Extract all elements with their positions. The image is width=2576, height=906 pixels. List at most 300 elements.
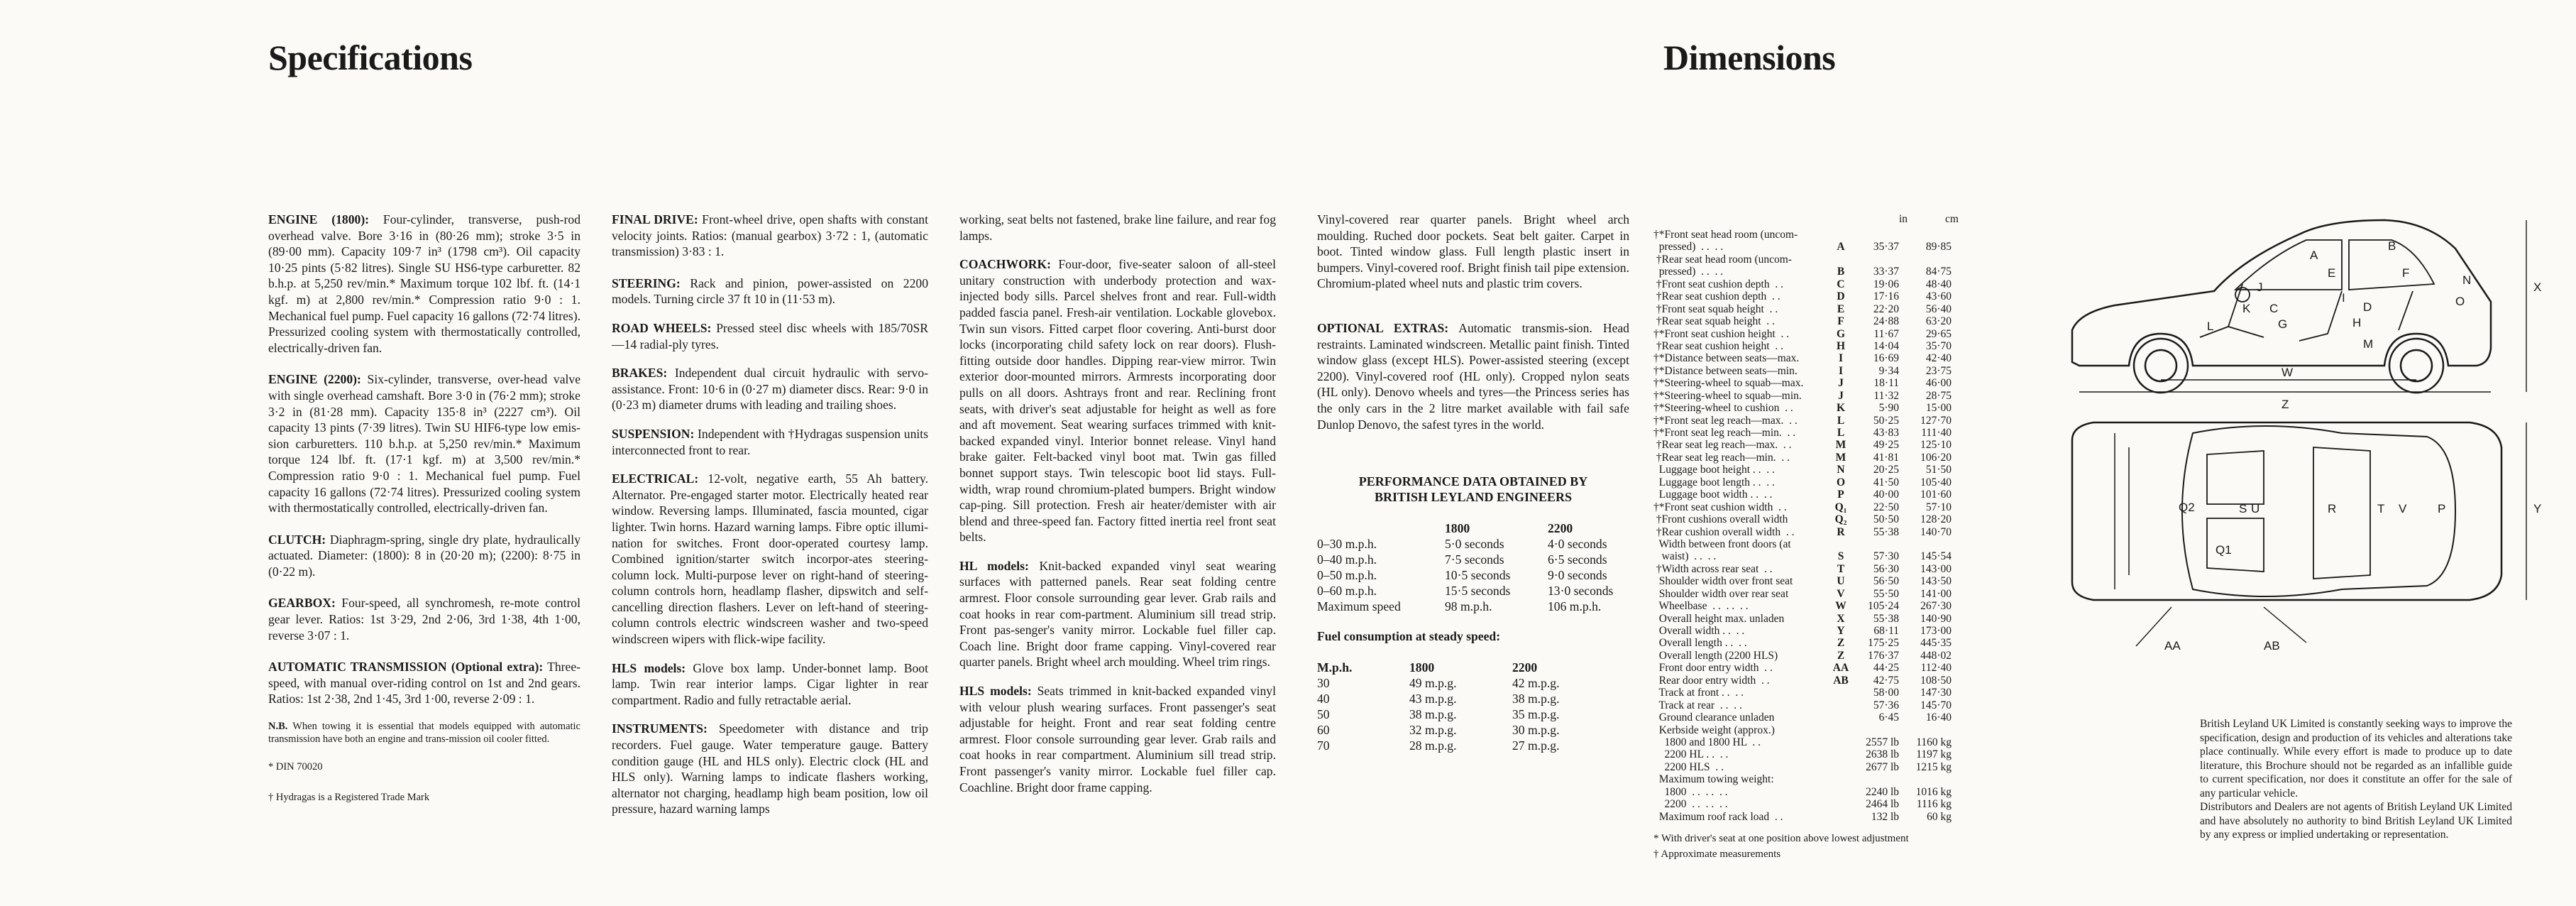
- diagram-label-m: M: [2363, 337, 2374, 351]
- perf-cell-a: 10·5 seconds: [1445, 568, 1511, 583]
- dimension-cm: 143·50: [1920, 575, 1952, 588]
- dimension-label: Track at rear . . . .: [1653, 699, 1742, 711]
- dimension-in: 11·32: [1873, 389, 1899, 402]
- dimension-label: pressed) . . . .: [1653, 266, 1724, 278]
- dimension-cm: 51·50: [1925, 464, 1952, 476]
- dimension-row: [1653, 266, 1952, 278]
- fuel-cell-b: 38 m.p.g.: [1512, 692, 1560, 706]
- dimension-label: †*Steering-wheel to squab—max.: [1653, 377, 1804, 390]
- dimension-ltr: Z: [1837, 637, 1845, 650]
- dimension-in: 58·00: [1873, 687, 1899, 699]
- hl-models-spec: HL models: Knit-backed expanded vinyl seat wearing surfaces with patterned panels. Rear seat folding centre armrest. Floor console surrounding gear lever. Grab rails and coat hooks in rear com-partment. Aluminium sill tread strip. Front pas-senger's vanity mirror. Lockable fuel filler cap. Coach line. Bright door frame capping. Vinyl-covered rear quarter panels. Bright wheel arch moulding. Wheel trim rings.: [959, 558, 1276, 670]
- dimension-ltr: Q₁: [1834, 501, 1847, 513]
- dimensions-title: Dimensions: [1663, 38, 1836, 77]
- dimension-label: 1800 . . . . . .: [1653, 785, 1728, 798]
- dimension-cm: 105·40: [1920, 476, 1952, 489]
- dimension-ltr: [1831, 229, 1851, 241]
- dimension-label: Overall length . . . .: [1653, 637, 1747, 650]
- dimension-label: Luggage boot length . . . .: [1653, 476, 1775, 489]
- hls-continued: Vinyl-covered rear quarter panels. Bright wheel arch moulding. Ruched door pockets. Seat belt gaiter. Carpet in boot. Tinted window glass. Full length plastic insert in bumpers. Vinyl-covered roof. Bright finish tail pipe extension. Chromium-plated wheel nuts and plastic trim covers.: [1317, 212, 1629, 291]
- dimension-label: 2200 . . . . . .: [1653, 798, 1728, 811]
- dimension-cm: 1197 kg: [1916, 748, 1952, 761]
- dimension-in: 2638 lb: [1866, 748, 1899, 761]
- dimension-in: 6·45: [1878, 711, 1899, 724]
- perf-cell-label: 0–60 m.p.h.: [1317, 584, 1377, 599]
- dimension-ltr: H: [1836, 339, 1846, 352]
- dimension-label: †*Front seat cushion height . .: [1653, 327, 1790, 340]
- dimension-row: [1653, 229, 1952, 241]
- perf-cell-b: 4·0 seconds: [1548, 537, 1607, 552]
- perf-col-2200: 2200: [1548, 521, 1573, 536]
- dimension-row: [1653, 290, 1952, 302]
- dimension-ltr: [1831, 736, 1851, 748]
- dimension-ltr: X: [1837, 612, 1845, 625]
- perf-cell-b: 13·0 seconds: [1548, 584, 1614, 599]
- dimension-row: [1653, 650, 1952, 662]
- dimension-in: [1851, 773, 1899, 785]
- dimension-in: 41·81: [1873, 451, 1899, 464]
- dimension-label: 2200 HLS . .: [1653, 760, 1724, 773]
- dimension-in: 105·24: [1868, 600, 1899, 613]
- perf-col-1800: 1800: [1445, 521, 1470, 536]
- fuel-cell-mph: 50: [1317, 707, 1330, 722]
- dimension-ltr: [1831, 748, 1851, 760]
- diagram-label-e: E: [2328, 266, 2336, 280]
- diagram-label-z: Z: [2281, 398, 2289, 411]
- diagram-label-g: G: [2278, 317, 2288, 331]
- perf-cell-b: 6·5 seconds: [1548, 552, 1607, 567]
- dimension-label: Ground clearance unladen: [1653, 711, 1775, 724]
- dimension-ltr: L: [1837, 414, 1845, 427]
- perf-row: [1317, 552, 1613, 567]
- dimension-label: †Width across rear seat . .: [1653, 562, 1773, 575]
- dimension-label: †Rear seat squab height . .: [1653, 315, 1775, 328]
- dimension-in: 176·37: [1868, 649, 1899, 662]
- dimension-row: [1653, 588, 1952, 600]
- dimension-label: †*Steering-wheel to cushion . .: [1653, 402, 1793, 415]
- dimension-label: †*Distance between seats—min.: [1653, 364, 1798, 377]
- fuel-cell-mph: 70: [1317, 738, 1330, 753]
- dimension-cm: 56·40: [1925, 302, 1952, 315]
- dimension-ltr: J: [1838, 389, 1844, 402]
- dimension-label: Shoulder width over front seat: [1653, 575, 1793, 588]
- perf-cell-b: 9·0 seconds: [1548, 568, 1607, 583]
- dimension-row: [1653, 315, 1952, 327]
- fuel-row: [1317, 706, 1559, 722]
- fuel-cell-a: 32 m.p.g.: [1409, 723, 1457, 738]
- dimensions-table: [1653, 229, 1952, 823]
- spec-column-2: [612, 212, 928, 833]
- dimension-label: †*Steering-wheel to squab—min.: [1653, 389, 1802, 402]
- dimension-row: [1653, 748, 1952, 760]
- dimension-cm: 141·00: [1920, 587, 1952, 600]
- dimension-row: [1653, 526, 1952, 538]
- dimension-row: [1653, 402, 1952, 414]
- perf-row: [1317, 599, 1613, 614]
- dimension-in: 49·25: [1873, 439, 1899, 452]
- dimension-ltr: J: [1838, 377, 1844, 390]
- dimension-cm: 43·60: [1925, 290, 1952, 303]
- fuel-cell-b: 42 m.p.g.: [1512, 676, 1560, 691]
- dimension-ltr: A: [1837, 241, 1845, 253]
- dimension-label: †Rear cushion overall width . .: [1653, 525, 1795, 538]
- dimension-label: waist) . . . .: [1653, 550, 1717, 563]
- dimension-in: 33·37: [1873, 266, 1899, 278]
- dimension-cm: [1899, 253, 1952, 266]
- dimension-row: [1653, 352, 1952, 364]
- dimension-in: 19·06: [1873, 278, 1899, 290]
- fuel-cell-mph: 40: [1317, 692, 1330, 706]
- fuel-consumption-title: Fuel consumption at steady speed:: [1317, 629, 1501, 644]
- dimension-ltr: M: [1835, 451, 1846, 464]
- dimension-cm: 108·50: [1920, 674, 1952, 687]
- dimension-in: 20·25: [1873, 464, 1899, 476]
- dim-header-in: in: [1899, 213, 1908, 225]
- dimension-row: [1653, 241, 1952, 253]
- din-footnote: * DIN 70020: [268, 761, 323, 773]
- dimension-in: 2240 lb: [1866, 785, 1899, 798]
- dimension-row: [1653, 390, 1952, 402]
- diagram-label-f: F: [2402, 266, 2410, 280]
- dimension-ltr: V: [1837, 587, 1845, 600]
- dimension-row: [1653, 736, 1952, 748]
- dimension-cm: 106·20: [1920, 451, 1952, 464]
- dimension-ltr: [1831, 687, 1851, 699]
- dimension-row: [1653, 550, 1952, 562]
- final-drive-spec: FINAL DRIVE: Front-wheel drive, open shafts with constant velocity joints. Ratios: (manual gearbox) 3·72 : 1, (automatic transmission) 3·83 : 1.: [612, 212, 928, 259]
- dimension-in: 2557 lb: [1866, 736, 1899, 748]
- dimension-label: †*Distance between seats—max.: [1653, 352, 1800, 365]
- spec-column-4: [1317, 212, 1629, 753]
- dimension-label: Overall height max. unladen: [1653, 612, 1785, 625]
- car-dimension-diagrams: [2030, 206, 2569, 703]
- dimension-row: [1653, 675, 1952, 687]
- approx-note: † Approximate measurements: [1653, 848, 1781, 860]
- performance-title: PERFORMANCE DATA OBTAINED BY BRITISH LEYLAND ENGINEERS: [1358, 474, 1588, 505]
- diagram-label-k: K: [2242, 302, 2251, 315]
- perf-cell-label: 0–50 m.p.h.: [1317, 568, 1377, 583]
- dimension-in: 17·16: [1873, 290, 1899, 303]
- dimension-ltr: I: [1838, 364, 1844, 377]
- dimension-ltr: B: [1837, 266, 1845, 278]
- dimension-cm: 42·40: [1925, 352, 1952, 365]
- dimension-cm: 147·30: [1920, 687, 1952, 699]
- dimension-cm: 140·70: [1920, 525, 1952, 538]
- dimension-ltr: [1831, 711, 1851, 724]
- perf-cell-label: 0–40 m.p.h.: [1317, 552, 1377, 567]
- fuel-col-2200: 2200: [1512, 660, 1538, 675]
- dimension-in: 24·88: [1873, 315, 1899, 328]
- dimension-cm: 63·20: [1925, 315, 1952, 328]
- dimension-row: [1653, 513, 1952, 525]
- dimension-ltr: [1831, 773, 1851, 785]
- fuel-col-mph: M.p.h.: [1317, 660, 1353, 675]
- dimension-in: 56·30: [1873, 562, 1899, 575]
- dimension-in: 132 lb: [1871, 810, 1899, 823]
- dimension-ltr: Q₂: [1834, 513, 1847, 526]
- dimension-label: 1800 and 1800 HL . .: [1653, 736, 1761, 748]
- dimension-label: †Front seat squab height . .: [1653, 302, 1778, 315]
- performance-table: [1317, 520, 1613, 614]
- dim-header-cm: cm: [1945, 213, 1959, 225]
- auto-transmission-spec: AUTOMATIC TRANSMISSION (Optional extra): Three-speed, with manual over-riding control on 1st and 2nd gears. Ratios: 1st 2·38, 2nd 1·45, 3rd 1·00, reverse 2·09 : 1.: [268, 660, 580, 706]
- towing-note: N.B. When towing it is essential that models equipped with automatic transmission have both an engine and trans-mission oil cooler fitted.: [268, 721, 580, 746]
- dimension-in: [1851, 724, 1899, 736]
- fuel-row: [1317, 691, 1559, 706]
- dimension-cm: 35·70: [1925, 339, 1952, 352]
- perf-cell-label: 0–30 m.p.h.: [1317, 537, 1377, 552]
- dimension-label: †*Front seat head room (uncom-: [1653, 229, 1798, 241]
- diagram-label-a: A: [2310, 249, 2318, 262]
- gearbox-spec: GEARBOX: Four-speed, all synchromesh, re-mote control gear lever. Ratios: 1st 3·29, 2nd 2·06, 3rd 1·38, 4th 1·00, reverse 3·07 : 1.: [268, 596, 580, 643]
- dimension-cm: [1899, 773, 1952, 785]
- dimension-ltr: [1831, 538, 1851, 550]
- dimension-cm: 28·75: [1925, 389, 1952, 402]
- dimension-in: 16·69: [1873, 352, 1899, 365]
- dimension-in: 57·30: [1873, 550, 1899, 563]
- dimension-ltr: K: [1836, 402, 1846, 415]
- dimension-in: 14·04: [1873, 339, 1899, 352]
- dimension-cm: 127·70: [1920, 414, 1952, 427]
- clutch-spec: CLUTCH: Diaphragm-spring, single dry plate, hydraulically actuated. Diameter: (1800): 8 in (20·20 m); (2200): 8·75 in (0·22 m).: [268, 532, 580, 579]
- fuel-col-1800: 1800: [1409, 660, 1435, 675]
- diagram-label-r: R: [2328, 502, 2337, 515]
- dimension-ltr: [1831, 699, 1851, 711]
- dimension-row: [1653, 489, 1952, 501]
- electrical-spec: ELECTRICAL: 12-volt, negative earth, 55 Ah battery. Alternator. Pre-engaged starter motor. Electrically heated rear window. Reversing lamps. Illuminated, fascia mounted, cigar lighter. Twin horns. Hazard warning lamps. Fibre optic illumi-nation for switches. Front door-operated courtesy lamp. Combined ignition/starter switch incorpor-ates steering-column lock. Multi-purpose lever on right-hand of steering-column controls horn, headlamp flasher, dipswitch and self-cancelling direction flashers. Lever on left-hand of steering-column controls electric windscreen washer and two-speed windscreen wipers with flick-wipe facility.: [612, 471, 928, 647]
- dimension-cm: 1215 kg: [1915, 760, 1952, 773]
- diagram-label-n: N: [2462, 273, 2472, 287]
- dimension-in: 175·25: [1868, 637, 1899, 650]
- dimension-ltr: I: [1838, 352, 1844, 365]
- dimension-in: 44·25: [1873, 662, 1899, 675]
- dimension-row: [1653, 377, 1952, 389]
- dimension-label: Wheelbase . . . . . .: [1653, 600, 1749, 613]
- dimension-in: [1851, 253, 1899, 266]
- dimension-row: [1653, 798, 1952, 810]
- diagram-label-v: V: [2399, 502, 2407, 515]
- spec-column-1: [268, 212, 580, 821]
- dimension-cm: [1899, 724, 1952, 736]
- dimension-in: 56·50: [1873, 575, 1899, 588]
- dimension-label: †Rear seat leg reach—max. . .: [1653, 439, 1792, 452]
- dimension-in: 18·11: [1873, 377, 1899, 390]
- dimension-cm: [1899, 538, 1952, 550]
- fuel-cell-b: 30 m.p.g.: [1512, 723, 1560, 738]
- dimension-in: 41·50: [1873, 476, 1899, 489]
- dimension-in: 5·90: [1878, 402, 1899, 415]
- dimension-ltr: AB: [1833, 674, 1849, 687]
- fuel-cell-a: 43 m.p.g.: [1409, 692, 1457, 706]
- dimension-cm: 1116 kg: [1916, 798, 1952, 811]
- dimension-in: [1851, 538, 1899, 550]
- dimension-ltr: L: [1837, 427, 1845, 439]
- brakes-spec: BRAKES: Independent dual circuit hydraulic with servo-assistance. Front: 10·6 in (0·27 m) diameter discs. Rear: 9·0 in (0·23 m) diameter drums with leading and trailing shoes.: [612, 366, 928, 413]
- dimension-label: Luggage boot height . . . .: [1653, 464, 1775, 476]
- fuel-cell-a: 28 m.p.g.: [1409, 738, 1457, 753]
- dimension-cm: 1016 kg: [1915, 785, 1952, 798]
- dimension-ltr: M: [1835, 439, 1846, 452]
- diagram-label-u: U: [2251, 502, 2260, 515]
- dimension-cm: 89·85: [1925, 241, 1952, 253]
- dimension-ltr: [1831, 786, 1851, 798]
- hls-models-spec: HLS models: Seats trimmed in knit-backed expanded vinyl with velour plush wearing surfaces. Front passenger's seat adjustable for height. Front and rear seat folding centre armrest. Floor console surrounding gear lever. Grab rails and coat hooks in rear compartment. Aluminium sill tread strip. Front passenger's vanity mirror. Lockable fuel filler cap. Coachline. Bright door frame capping.: [959, 684, 1276, 795]
- dimension-label: †*Front seat leg reach—min. . .: [1653, 427, 1796, 439]
- dimension-cm: 101·60: [1920, 489, 1952, 501]
- perf-row: [1317, 536, 1613, 552]
- dimension-in: 50·50: [1873, 513, 1899, 526]
- diagram-label-aa: AA: [2164, 639, 2181, 653]
- dimension-label: Overall length (2200 HLS): [1653, 649, 1778, 662]
- dimension-row: [1653, 687, 1952, 699]
- dimension-label: Width between front doors (at: [1653, 537, 1791, 550]
- dimension-cm: 267·30: [1920, 600, 1952, 613]
- dimension-row: [1653, 328, 1952, 340]
- dimension-label: †*Front seat leg reach—max. . .: [1653, 414, 1798, 427]
- dimension-label: Kerbside weight (approx.): [1653, 724, 1775, 736]
- steering-spec: STEERING: Rack and pinion, power-assisted on 2200 models. Turning circle 37 ft 10 in (11·53 m).: [612, 275, 928, 307]
- legal-paragraph-1: British Leyland UK Limited is constantly seeking ways to improve the specification, design and production of its vehicles and alterations take place continually. While every effort is made to produce up to date literature, this Brochure should not be regarded as an infallible guide to current specification, nor does it constitute an offer for the sale of any particular vehicle.: [2200, 718, 2512, 799]
- perf-row: [1317, 583, 1613, 599]
- dimension-ltr: Z: [1837, 649, 1845, 662]
- dimension-row: [1653, 439, 1952, 451]
- dimension-row: [1653, 575, 1952, 587]
- diagram-label-p: P: [2438, 502, 2446, 515]
- dimension-in: 22·20: [1873, 302, 1899, 315]
- diagram-label-x: X: [2533, 280, 2542, 294]
- dimension-in: 42·75: [1873, 674, 1899, 687]
- legal-paragraph-2: Distributors and Dealers are not agents of British Leyland UK Limited and have absolutely no authority to bind British Leyland UK Limited by any express or implied undertaking or representation.: [2200, 801, 2512, 841]
- dimension-cm: 23·75: [1925, 364, 1952, 377]
- dimension-row: [1653, 637, 1952, 649]
- fuel-cell-b: 35 m.p.g.: [1512, 707, 1560, 722]
- dimension-ltr: U: [1837, 575, 1845, 588]
- dimension-ltr: W: [1835, 600, 1846, 613]
- dimension-row: [1653, 253, 1952, 266]
- dimension-ltr: D: [1837, 290, 1845, 303]
- diagram-label-l: L: [2207, 320, 2214, 333]
- engine-2200-spec: ENGINE (2200): Six-cylinder, transverse, over-head valve with single overhead camshaft. Bore 3·0 in (76·2 mm); stroke 3·2 in (81·28 mm). Capacity 135·8 in³ (2227 cm³). Oil capacity 13 pints (7·39 litres). Twin SU HIF6-type low emis-sion carburetters. 110 b.h.p. at 5,250 rev/min.* Maximum torque 124 lbf. ft. (17·1 kgf. m) at 3,500 rev/min.* Compression ratio 9·0 : 1. Mechanical fuel pump. Fuel capacity 16 gallons (72·74 litres). Pressurized cooling system with thermostatically controlled, electrically-driven fan.: [268, 372, 581, 515]
- driver-seat-note: * With driver's seat at one position above lowest adjustment: [1653, 833, 1909, 844]
- dimension-cm: 29·65: [1925, 327, 1952, 340]
- dimension-cm: 145·70: [1920, 699, 1952, 711]
- dimension-in: 55·38: [1873, 612, 1899, 625]
- dimension-row: [1653, 501, 1952, 513]
- dimension-cm: 173·00: [1920, 625, 1952, 637]
- hydragas-footnote: † Hydragas is a Registered Trade Mark: [268, 792, 430, 804]
- dimension-cm: 143·00: [1920, 562, 1952, 575]
- perf-cell-a: 7·5 seconds: [1445, 552, 1504, 567]
- fuel-table: [1317, 660, 1559, 753]
- dimension-row: [1653, 365, 1952, 377]
- dimension-cm: 140·90: [1920, 612, 1952, 625]
- diagram-label-i: I: [2342, 291, 2345, 305]
- dimension-ltr: N: [1837, 464, 1845, 476]
- dimension-label: Maximum roof rack load . .: [1653, 810, 1783, 823]
- dimension-label: 2200 HL . . . .: [1653, 748, 1729, 761]
- perf-cell-label: Maximum speed: [1317, 599, 1401, 614]
- diagram-label-t: T: [2377, 502, 2385, 515]
- dimension-label: pressed) . . . .: [1653, 241, 1724, 253]
- dimension-cm: 128·20: [1920, 513, 1952, 526]
- diagram-label-o: O: [2455, 295, 2465, 308]
- dimension-row: [1653, 427, 1952, 439]
- dimension-label: Track at front . . . .: [1653, 687, 1744, 699]
- dimension-cm: 145·54: [1920, 550, 1952, 563]
- specifications-title: Specifications: [268, 38, 473, 77]
- fuel-cell-mph: 30: [1317, 676, 1330, 691]
- dimension-row: [1653, 452, 1952, 464]
- dimension-row: [1653, 464, 1952, 476]
- fuel-row: [1317, 738, 1559, 753]
- diagram-label-d: D: [2363, 300, 2372, 314]
- dimension-cm: 111·40: [1921, 427, 1952, 439]
- dimension-row: [1653, 340, 1952, 352]
- dimension-notes: [1653, 831, 1909, 862]
- suspension-spec: SUSPENSION: Independent with †Hydragas suspension units interconnected front to rear.: [612, 426, 928, 457]
- dimension-ltr: AA: [1832, 662, 1849, 675]
- diagram-label-ab: AB: [2264, 639, 2280, 653]
- diagram-label-w: W: [2281, 366, 2294, 379]
- dimension-label: Front door entry width . .: [1653, 662, 1773, 675]
- dimension-row: [1653, 662, 1952, 674]
- coachwork-spec: COACHWORK: Four-door, five-seater saloon of all-steel unitary construction with underbody protection and wax-injected body sills. Parcel shelves front and rear. Full-width padded fascia panel. Fresh-air ventilation. Lockable glovebox. Twin sun visors. Fitted carpet floor covering. Anti-burst door locks (incorporating child safety lock on rear doors). Flush-fitting outside door handles. Dipping rear-view mirror. Twin exterior door-mounted mirrors. Armrests incorporating door pulls on all doors. Ashtrays front and rear. Reclining front seats, with driver's seat adjustable for height as well as fore and aft movement. Seat wearing surfaces trimmed with knit-backed expanded vinyl. Interior bonnet release. Vinyl hand brake gaiter. Felt-backed vinyl boot mat. Twin gas filled bonnet support stays. Twin telescopic boot lid stays. Full-width, wrap round chromium-plated bumpers. Bright window cap-ping. Sill protection. Fresh air heater/demister with air blend and three-speed fan. Factory fitted inertia reel front seat belts.: [959, 257, 1276, 545]
- dimension-row: [1653, 711, 1952, 724]
- dimension-in: 57·36: [1873, 699, 1899, 711]
- legal-disclaimer: [2200, 717, 2512, 842]
- dimension-label: †*Front seat cushion width . .: [1653, 501, 1787, 513]
- fuel-row: [1317, 675, 1559, 691]
- dimension-ltr: Y: [1837, 625, 1845, 637]
- dimension-row: [1653, 811, 1952, 823]
- diagram-label-b: B: [2388, 239, 2396, 253]
- dimension-label: †Rear seat cushion height . .: [1653, 339, 1783, 352]
- dimension-ltr: G: [1836, 327, 1846, 340]
- diagram-label-q1: Q1: [2216, 543, 2232, 557]
- optional-extras-spec: OPTIONAL EXTRAS: Automatic transmis-sion. Head restraints. Laminated windscreen. Metallic paint finish. Tinted window glass (except HLS). Power-assisted steering (except 2200). Vinyl-covered roof (HL only). Cropped nylon seats (HL only). Denovo wheels and tyres—the Princess series has the only cars in the 2 litre market available with fail safe Dunlop Denovo, the safest tyres in the world.: [1317, 320, 1629, 432]
- dimension-ltr: [1831, 761, 1851, 773]
- dimension-cm: 46·00: [1925, 377, 1952, 390]
- perf-cell-a: 5·0 seconds: [1445, 537, 1504, 552]
- fuel-cell-a: 49 m.p.g.: [1409, 676, 1457, 691]
- dimension-row: [1653, 786, 1952, 798]
- dimension-row: [1653, 415, 1952, 427]
- perf-cell-a: 98 m.p.h.: [1445, 599, 1492, 614]
- dimension-ltr: [1831, 811, 1851, 823]
- dimension-in: 9·34: [1878, 364, 1899, 377]
- dimension-in: 11·67: [1873, 327, 1899, 340]
- dimension-ltr: O: [1836, 476, 1846, 489]
- engine-1800-spec: ENGINE (1800): Four-cylinder, transverse, push-rod overhead valve. Bore 3·16 in (80·26 mm); stroke 3·5 in (89·00 mm). Capacity 109·7 in³ (1798 cm³). Oil capacity 10·25 pints (5·82 litres). Single SU HS6-type carburetter. 82 b.h.p. at 5,250 rev/min.* Maximum torque 102 lbf. ft. (14·1 kgf. m) at 2,800 rev/min.* Compression ratio 9·0 : 1. Mechanical fuel pump. Fuel capacity 16 gallons (72·74 litres). Pressurized cooling system with thermostatically controlled, electrically-driven fan.: [268, 212, 580, 355]
- dimension-in: 43·83: [1873, 427, 1899, 439]
- dimension-cm: 112·40: [1920, 662, 1952, 675]
- dimension-label: Rear door entry width . .: [1653, 674, 1770, 687]
- diagram-label-j: J: [2257, 280, 2263, 294]
- diagram-label-s: S: [2239, 502, 2247, 515]
- perf-cell-b: 106 m.p.h.: [1548, 599, 1602, 614]
- fuel-cell-a: 38 m.p.g.: [1409, 707, 1457, 722]
- dimension-label: †Front cushions overall width: [1653, 513, 1788, 526]
- dimension-label: Maximum towing weight:: [1653, 773, 1774, 786]
- instruments-spec: INSTRUMENTS: Speedometer with distance and trip recorders. Fuel gauge. Water temperature gauge. Battery condition gauge (HL and HLS only). Electric clock (HL and HLS only). Warning lamps to indicate flashers working, alternator not charging, headlamp high beam position, low oil pressure, hazard warning lamps: [612, 721, 928, 817]
- fuel-row: [1317, 722, 1559, 738]
- dimension-cm: 60 kg: [1927, 810, 1952, 823]
- road-wheels-spec: ROAD WHEELS: Pressed steel disc wheels with 185/70SR—14 radial-ply tyres.: [612, 320, 928, 351]
- fuel-cell-mph: 60: [1317, 723, 1330, 738]
- dimension-ltr: S: [1837, 550, 1844, 563]
- dimension-in: 2464 lb: [1866, 798, 1899, 811]
- dimension-row: [1653, 724, 1952, 736]
